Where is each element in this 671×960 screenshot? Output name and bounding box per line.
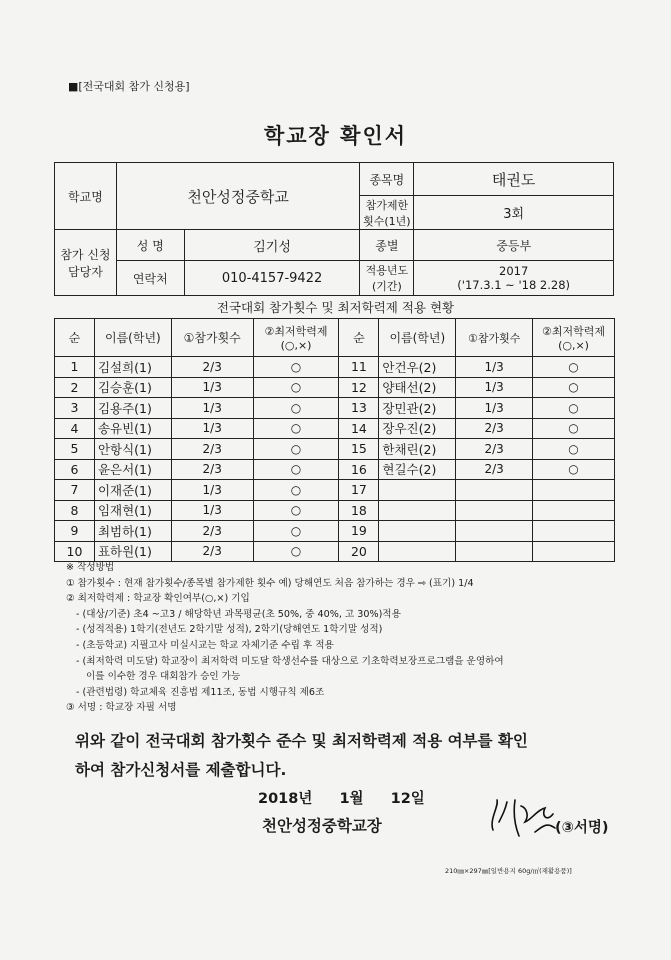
participant-min: ○ xyxy=(253,377,339,398)
participant-no: 19 xyxy=(339,521,379,542)
instruction-line: - (대상/기준) 초4 ~고3 / 해당학년 과목평균(초 50%, 중 40%, 고 30%)적용 xyxy=(76,608,401,620)
participant-count: 2/3 xyxy=(171,541,253,562)
participant-count: 2/3 xyxy=(171,439,253,460)
participant-min: ○ xyxy=(253,480,339,501)
participant-min: ○ xyxy=(253,418,339,439)
participant-row xyxy=(55,459,615,480)
participant-row xyxy=(55,398,615,419)
participant-min: ○ xyxy=(253,439,339,460)
participant-count: 2/3 xyxy=(171,521,253,542)
year-cell xyxy=(414,261,614,296)
participant-no: 9 xyxy=(55,521,95,542)
form-type-tag: ■[전국대회 참가 신청용] xyxy=(68,80,190,93)
participant-name xyxy=(379,541,456,562)
participant-count xyxy=(456,500,533,521)
col-min: ②최저학력제 (○,×) xyxy=(253,319,339,357)
participant-no: 1 xyxy=(55,357,95,378)
limit-label: 참가제한 횟수(1년) xyxy=(360,196,414,230)
col-count: ①참가횟수 xyxy=(171,319,253,357)
participant-min: ○ xyxy=(533,418,615,439)
submission-date xyxy=(258,787,447,808)
participant-row xyxy=(55,377,615,398)
signature-seal-label: (③서명) xyxy=(555,820,609,836)
participant-min: ○ xyxy=(533,398,615,419)
participant-name: 임재현(1) xyxy=(94,500,171,521)
participant-min: ○ xyxy=(253,459,339,480)
participant-min: ○ xyxy=(533,377,615,398)
participant-no: 7 xyxy=(55,480,95,501)
info-table xyxy=(54,162,614,296)
participant-min: ○ xyxy=(533,357,615,378)
participant-name: 표하원(1) xyxy=(94,541,171,562)
participant-row xyxy=(55,500,615,521)
event-label: 종목명 xyxy=(360,163,414,196)
participant-min: ○ xyxy=(253,521,339,542)
school-name: 천안성정중학교 xyxy=(116,163,360,230)
col-no-2: 순 xyxy=(339,319,379,357)
contact-value: 010-4157-9422 xyxy=(184,261,360,296)
participant-row xyxy=(55,357,615,378)
col-min-2: ②최저학력제 (○,×) xyxy=(533,319,615,357)
instruction-line: 이를 이수한 경우 대회참가 승인 가능 xyxy=(86,671,241,683)
participant-min xyxy=(533,541,615,562)
participant-name: 양태선(2) xyxy=(379,377,456,398)
participant-no: 6 xyxy=(55,459,95,480)
participant-name: 윤은서(1) xyxy=(94,459,171,480)
participant-name: 김설희(1) xyxy=(94,357,171,378)
participant-no: 18 xyxy=(339,500,379,521)
instruction-line: - (초등학교) 지필고사 미실시교는 학교 자체기준 수립 후 적용 xyxy=(76,639,334,651)
participant-no: 15 xyxy=(339,439,379,460)
participant-no: 20 xyxy=(339,541,379,562)
participant-no: 14 xyxy=(339,418,379,439)
participant-no: 8 xyxy=(55,500,95,521)
participant-no: 11 xyxy=(339,357,379,378)
participant-name: 이재준(1) xyxy=(94,480,171,501)
participant-name: 장우진(2) xyxy=(379,418,456,439)
participant-count xyxy=(456,521,533,542)
instructions xyxy=(66,560,626,716)
participant-no: 2 xyxy=(55,377,95,398)
participant-name: 최범하(1) xyxy=(94,521,171,542)
participant-min: ○ xyxy=(533,439,615,460)
participant-count: 1/3 xyxy=(456,398,533,419)
participant-count: 2/3 xyxy=(171,357,253,378)
instruction-line: - (성적적용) 1학기(전년도 2학기말 성적), 2학기(당해연도 1학기말 성적) xyxy=(76,624,383,636)
instruction-line: ② 최저학력제 : 학교장 확인여부(○,×) 기입 xyxy=(66,593,250,605)
participant-count: 1/3 xyxy=(171,500,253,521)
participant-name: 한채린(2) xyxy=(379,439,456,460)
participant-no: 13 xyxy=(339,398,379,419)
participant-row xyxy=(55,521,615,542)
participant-no: 10 xyxy=(55,541,95,562)
year-period: ('17.3.1 ~ '18 2.28) xyxy=(457,278,571,292)
instruction-line: - (최저학력 미도달) 학교장이 최저학력 미도달 학생선수를 대상으로 기초학력보장프로그램을 운영하여 xyxy=(76,655,504,667)
division-label: 종별 xyxy=(360,230,414,261)
participant-no: 5 xyxy=(55,439,95,460)
date-month: 1월 xyxy=(339,791,364,807)
date-year: 2018년 xyxy=(258,791,313,807)
participant-count: 2/3 xyxy=(456,439,533,460)
participant-min: ○ xyxy=(253,500,339,521)
participant-count: 1/3 xyxy=(171,480,253,501)
principal-title: 천안성정중학교장 xyxy=(262,817,382,835)
participant-min xyxy=(533,500,615,521)
participant-count: 1/3 xyxy=(171,418,253,439)
participants-header-row xyxy=(55,319,615,357)
participant-min: ○ xyxy=(253,541,339,562)
instruction-line: ③ 서명 : 학교장 자필 서명 xyxy=(66,702,177,714)
name-value: 김기성 xyxy=(184,230,360,261)
participant-row xyxy=(55,418,615,439)
contact-label: 연락처 xyxy=(116,261,184,296)
participant-row xyxy=(55,439,615,460)
participant-min xyxy=(533,521,615,542)
instruction-line: ① 참가횟수 : 현재 참가횟수/종목별 참가제한 횟수 예) 당해연도 처음 참가하는 경우 ⇨ (표기) 1/4 xyxy=(66,577,474,589)
participant-count: 1/3 xyxy=(171,377,253,398)
event-value: 태권도 xyxy=(414,163,614,196)
participant-name: 김용주(1) xyxy=(94,398,171,419)
participant-name xyxy=(379,500,456,521)
participant-name xyxy=(379,480,456,501)
participant-no: 4 xyxy=(55,418,95,439)
participant-name: 안항식(1) xyxy=(94,439,171,460)
participant-count: 2/3 xyxy=(456,459,533,480)
participant-count xyxy=(456,480,533,501)
participants-table xyxy=(54,318,615,562)
participant-name: 현길수(2) xyxy=(379,459,456,480)
participant-row xyxy=(55,541,615,562)
year-label: 적용년도 (기간) xyxy=(360,261,414,296)
participant-count: 2/3 xyxy=(171,459,253,480)
participant-min xyxy=(533,480,615,501)
declaration xyxy=(75,727,615,785)
participant-count: 1/3 xyxy=(171,398,253,419)
participant-name: 송유빈(1) xyxy=(94,418,171,439)
instruction-line: - (관련법령) 학교체육 진흥법 제11조, 동법 시행규칙 제6조 xyxy=(76,686,325,698)
year-value: 2017 xyxy=(499,264,529,278)
participant-count: 1/3 xyxy=(456,377,533,398)
participant-no: 12 xyxy=(339,377,379,398)
instructions-heading: ※ 작성방법 xyxy=(66,562,115,573)
participant-name: 장민관(2) xyxy=(379,398,456,419)
participant-min: ○ xyxy=(533,459,615,480)
col-name: 이름(학년) xyxy=(94,319,171,357)
col-name-2: 이름(학년) xyxy=(379,319,456,357)
date-day: 12일 xyxy=(390,791,425,807)
participant-name: 안건우(2) xyxy=(379,357,456,378)
division-value: 중등부 xyxy=(414,230,614,261)
participant-name: 김승훈(1) xyxy=(94,377,171,398)
declaration-line-1: 위와 같이 전국대회 참가횟수 준수 및 최저학력제 적용 여부를 확인 xyxy=(75,732,528,750)
participant-count: 1/3 xyxy=(456,357,533,378)
participant-no: 16 xyxy=(339,459,379,480)
participant-count xyxy=(456,541,533,562)
participant-no: 17 xyxy=(339,480,379,501)
document-title: 학교장 확인서 xyxy=(263,124,408,148)
section-title: 전국대회 참가횟수 및 최저학력제 적용 현황 xyxy=(216,300,455,315)
col-count-2: ①참가횟수 xyxy=(456,319,533,357)
participant-no: 3 xyxy=(55,398,95,419)
applicant-label: 참가 신청 담당자 xyxy=(55,230,117,296)
col-no: 순 xyxy=(55,319,95,357)
name-label: 성 명 xyxy=(116,230,184,261)
participant-row xyxy=(55,480,615,501)
participant-name xyxy=(379,521,456,542)
participant-min: ○ xyxy=(253,398,339,419)
participant-min: ○ xyxy=(253,357,339,378)
school-label: 학교명 xyxy=(55,163,117,230)
limit-value: 3회 xyxy=(414,196,614,230)
declaration-line-2: 하여 참가신청서를 제출합니다. xyxy=(75,761,287,779)
participant-count: 2/3 xyxy=(456,418,533,439)
paper-spec: 210㎜×297㎜[일반용지 60g/㎡(재활용품)] xyxy=(445,867,572,875)
